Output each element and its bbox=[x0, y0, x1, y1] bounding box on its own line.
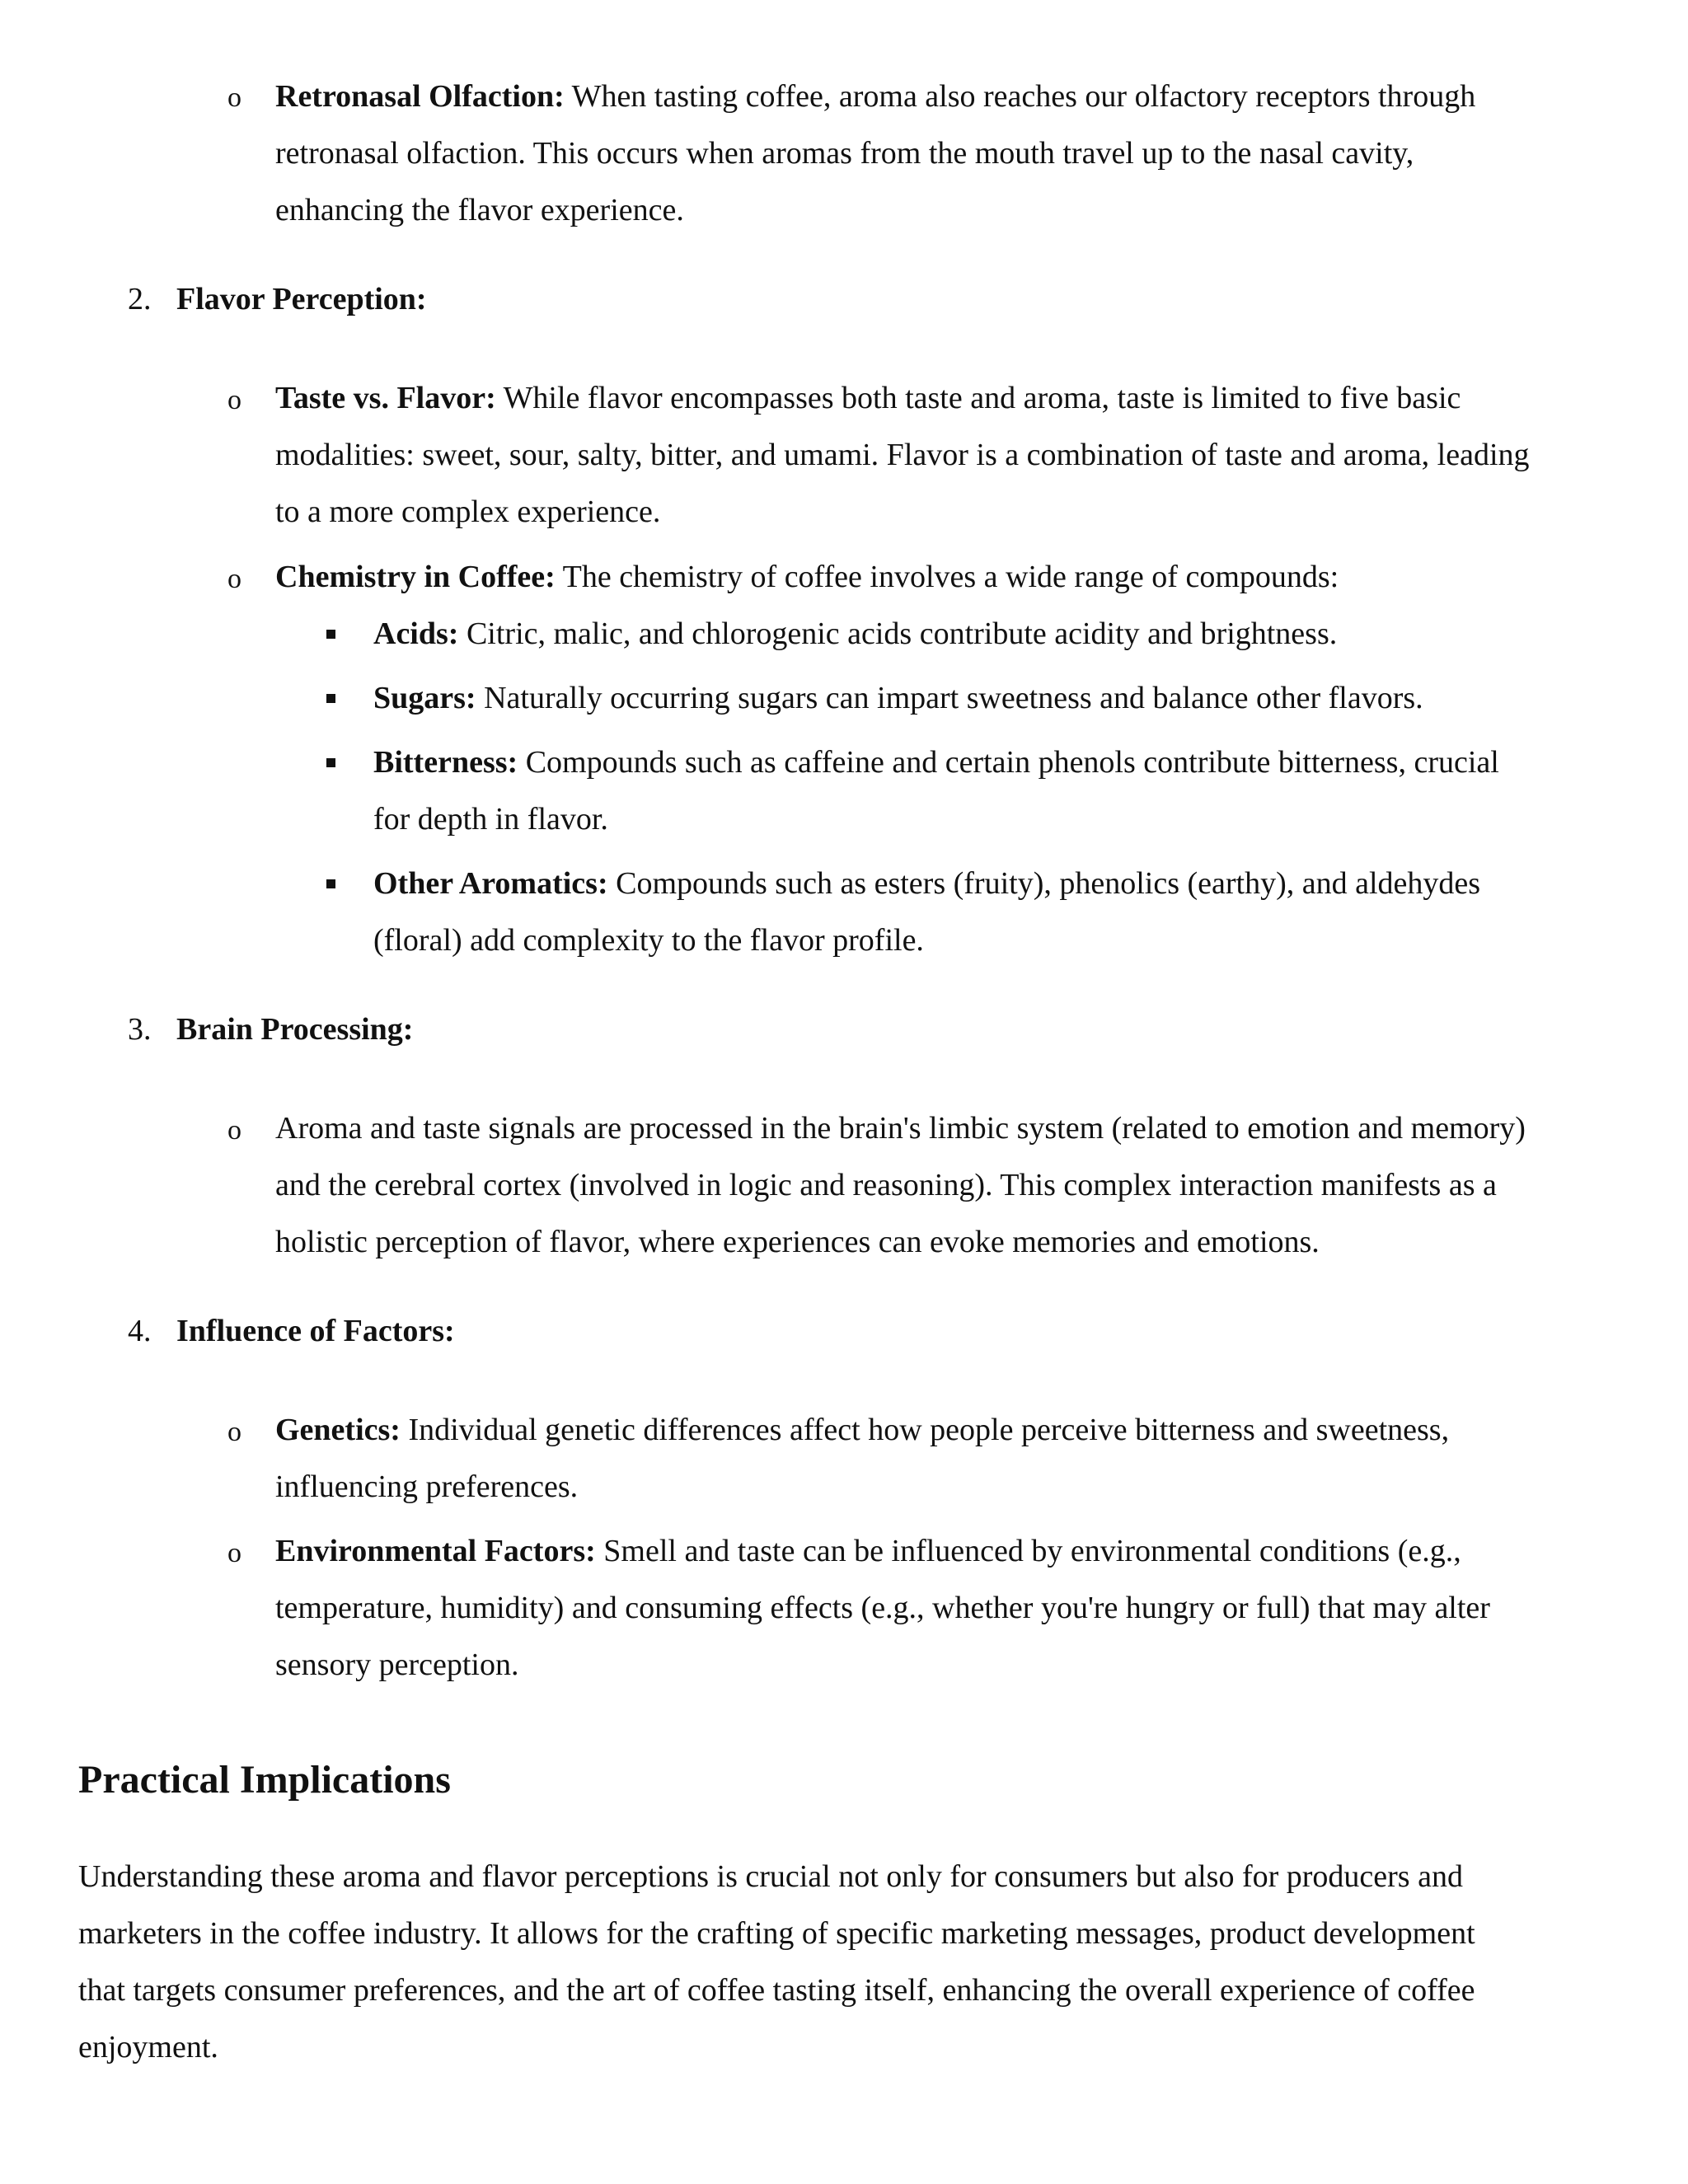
section-3-title: Brain Processing: bbox=[176, 1012, 414, 1047]
bullet-circle-retronasal: o bbox=[227, 82, 241, 113]
environmental-line-3: sensory perception. bbox=[275, 1647, 519, 1682]
bitterness-line-2: for depth in flavor. bbox=[373, 802, 608, 837]
taste-vs-flavor-line-1 bbox=[275, 379, 1461, 417]
bullet-square-bitterness bbox=[326, 758, 335, 767]
section-2-title: Flavor Perception: bbox=[176, 282, 427, 316]
acids-text-1: Citric, malic, and chlorogenic acids contribute acidity and brightness. bbox=[458, 616, 1338, 651]
bullet-circle-genetics: o bbox=[227, 1417, 241, 1447]
taste-vs-flavor-line-3: to a more complex experience. bbox=[275, 494, 661, 529]
bitterness-label: Bitterness: bbox=[373, 745, 518, 780]
practical-paragraph-line-1: Understanding these aroma and flavor perceptions is crucial not only for consumers but also for producers and bbox=[78, 1859, 1463, 1894]
acids-line-1 bbox=[373, 615, 1337, 653]
environmental-line-1 bbox=[275, 1532, 1461, 1570]
environmental-text-1: Smell and taste can be influenced by environmental conditions (e.g., bbox=[595, 1534, 1461, 1568]
brain-processing-line-1: Aroma and taste signals are processed in the brain's limbic system (related to emotion and memory) bbox=[275, 1111, 1526, 1146]
section-4-title: Influence of Factors: bbox=[176, 1314, 455, 1348]
genetics-text-1: Individual genetic differences affect how people perceive bitterness and sweetness, bbox=[400, 1413, 1450, 1447]
retronasal-line-3: enhancing the flavor experience. bbox=[275, 193, 684, 227]
bullet-square-sugars bbox=[326, 694, 335, 703]
section-2-number: 2. bbox=[128, 282, 152, 316]
brain-processing-line-2: and the cerebral cortex (involved in logic and reasoning). This complex interaction manifests as a bbox=[275, 1168, 1497, 1202]
retronasal-line-1 bbox=[275, 77, 1475, 115]
bitterness-text-1: Compounds such as caffeine and certain phenols contribute bitterness, crucial bbox=[518, 745, 1499, 780]
retronasal-text-1: When tasting coffee, aroma also reaches our olfactory receptors through bbox=[564, 79, 1476, 114]
taste-vs-flavor-line-2: modalities: sweet, sour, salty, bitter, and umami. Flavor is a combination of taste and aroma, leading bbox=[275, 438, 1530, 472]
retronasal-line-2: retronasal olfaction. This occurs when aromas from the mouth travel up to the nasal cavity, bbox=[275, 136, 1414, 171]
practical-implications-heading: Practical Implications bbox=[78, 1758, 451, 1802]
genetics-line-2: influencing preferences. bbox=[275, 1469, 579, 1504]
practical-paragraph-line-2: marketers in the coffee industry. It allows for the crafting of specific marketing messages, product development bbox=[78, 1916, 1475, 1951]
practical-paragraph-line-3: that targets consumer preferences, and the art of coffee tasting itself, enhancing the overall experience of coffee bbox=[78, 1973, 1475, 2008]
acids-label: Acids: bbox=[373, 616, 459, 651]
environmental-line-2: temperature, humidity) and consuming effects (e.g., whether you're hungry or full) that may alter bbox=[275, 1591, 1490, 1625]
bullet-circle-environmental: o bbox=[227, 1538, 241, 1568]
section-3-number: 3. bbox=[128, 1012, 152, 1047]
taste-vs-flavor-text-1: While flavor encompasses both taste and aroma, taste is limited to five basic bbox=[495, 381, 1461, 415]
other-aromatics-line-2: (floral) add complexity to the flavor profile. bbox=[373, 923, 924, 958]
sugars-line-1 bbox=[373, 679, 1423, 717]
bullet-square-acids bbox=[326, 630, 335, 639]
bullet-circle-brain-processing: o bbox=[227, 1115, 241, 1146]
bullet-circle-chemistry: o bbox=[227, 564, 241, 594]
other-aromatics-line-1 bbox=[373, 865, 1480, 902]
bullet-square-other-aromatics bbox=[326, 879, 335, 888]
genetics-line-1 bbox=[275, 1411, 1449, 1449]
other-aromatics-label: Other Aromatics: bbox=[373, 866, 608, 901]
chemistry-label: Chemistry in Coffee: bbox=[275, 560, 556, 594]
chemistry-text-1: The chemistry of coffee involves a wide range of compounds: bbox=[555, 560, 1339, 594]
sugars-label: Sugars: bbox=[373, 681, 476, 715]
brain-processing-line-3: holistic perception of flavor, where experiences can evoke memories and emotions. bbox=[275, 1225, 1320, 1259]
bullet-circle-taste-vs-flavor: o bbox=[227, 385, 241, 415]
retronasal-label: Retronasal Olfaction: bbox=[275, 79, 565, 114]
environmental-label: Environmental Factors: bbox=[275, 1534, 596, 1568]
section-4-number: 4. bbox=[128, 1314, 152, 1348]
sugars-text-1: Naturally occurring sugars can impart sweetness and balance other flavors. bbox=[476, 681, 1423, 715]
chemistry-line-1 bbox=[275, 558, 1339, 596]
bitterness-line-1 bbox=[373, 743, 1499, 781]
other-aromatics-text-1: Compounds such as esters (fruity), phenolics (earthy), and aldehydes bbox=[607, 866, 1481, 901]
genetics-label: Genetics: bbox=[275, 1413, 401, 1447]
practical-paragraph-line-4: enjoyment. bbox=[78, 2030, 218, 2064]
taste-vs-flavor-label: Taste vs. Flavor: bbox=[275, 381, 496, 415]
